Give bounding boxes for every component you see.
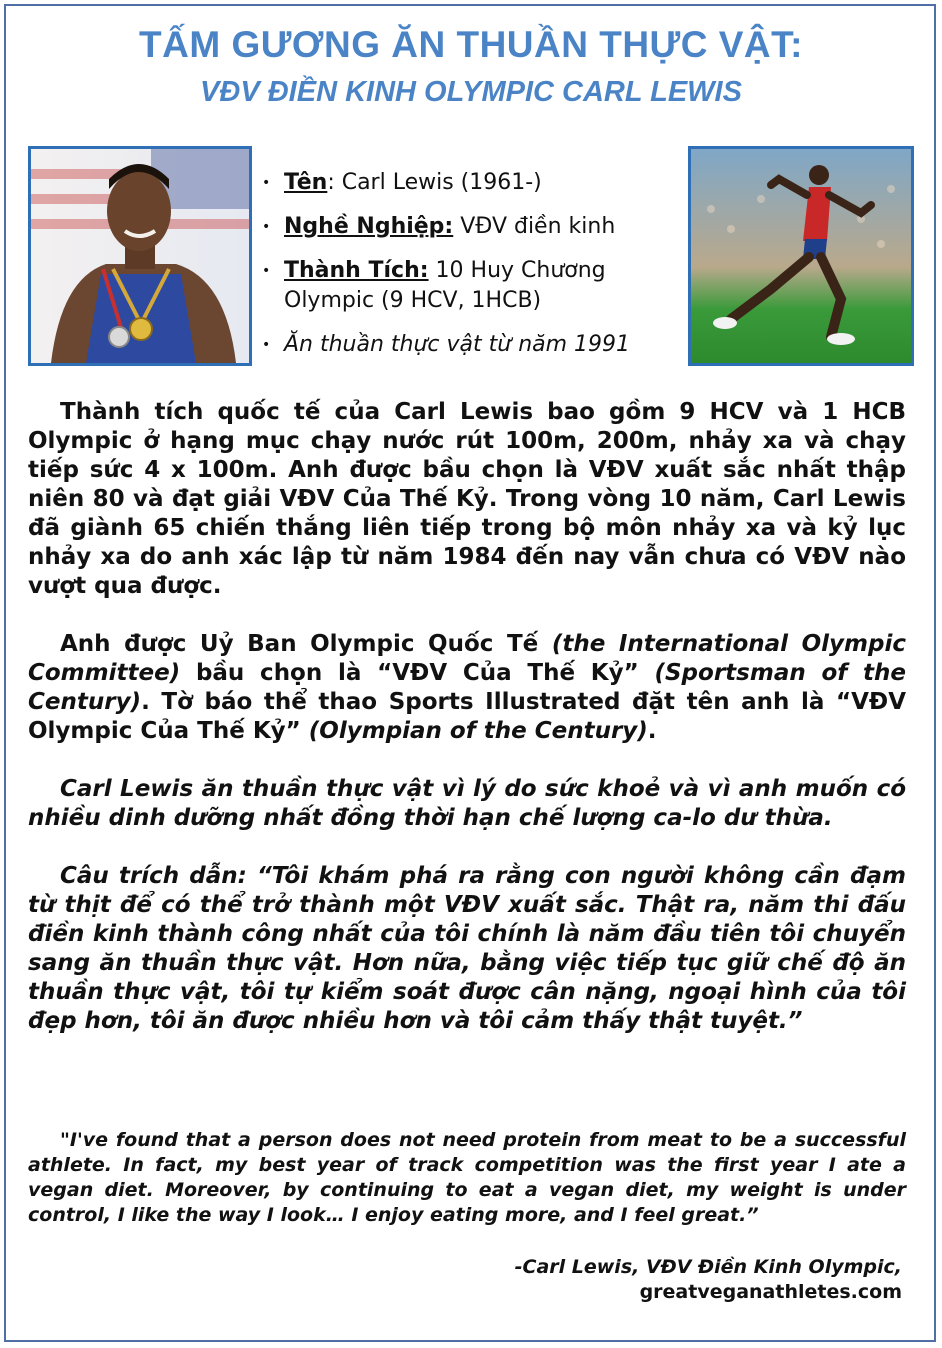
credit-author: -Carl Lewis, VĐV Điền Kinh Olympic, — [514, 1256, 902, 1278]
occupation-label: Nghề Nghiệp: — [284, 214, 454, 239]
occupation-value: VĐV điền kinh — [453, 214, 616, 239]
fact-achievement — [260, 256, 688, 316]
bullet-icon: • — [262, 263, 271, 279]
achievement-label: Thành Tích: — [284, 258, 429, 283]
paragraph-quote-vi: Câu trích dẫn: “Tôi khám phá ra rằng con người không cần đạm từ thịt để có thể trở thành một VĐV xuất sắc. Thật ra, năm thi đấu điền kinh thành công nhất của tôi chính là năm đầu tiên tôi chuyển sang ăn thuần thực vật. Hơn nữa, bằng việc tiếp tục giữ chế độ ăn thuần thực vật, tôi tự kiểm soát được cân nặng, ngoại hình của tôi đẹp hơn, tôi ăn được nhiều hơn và tôi cảm thấy thật tuyệt.” — [28, 863, 906, 1034]
page-subtitle: VĐV ĐIỀN KINH OLYMPIC CARL LEWIS — [200, 76, 742, 108]
quote-credit — [515, 1255, 902, 1305]
awards-text-5: . Tờ báo thể thao Sports Illustrated đặt tên anh là “VĐV Olympic Của Thế Kỷ” — [28, 689, 906, 744]
name-value: : Carl Lewis (1961-) — [327, 170, 542, 195]
achievement-value: 10 Huy Chương Olympic (9 HCV, 1HCB) — [284, 258, 606, 313]
awards-text-1: Anh được Uỷ Ban Olympic Quốc Tế — [60, 631, 552, 657]
bullet-icon: • — [262, 175, 271, 191]
fact-vegan-since — [260, 330, 688, 360]
athlete-facts — [260, 168, 688, 374]
fact-name — [260, 168, 688, 198]
awards-text-2: (the International Olympic Committee) — [28, 631, 906, 686]
article-body — [28, 398, 906, 1065]
bullet-icon: • — [262, 219, 271, 235]
running-photo — [688, 146, 914, 366]
page-title: TẤM GƯƠNG ĂN THUẦN THỰC VẬT: — [139, 24, 803, 65]
paragraph-awards — [28, 630, 906, 746]
awards-text-6: (Olympian of the Century) — [308, 718, 648, 744]
portrait-photo — [28, 146, 252, 366]
fact-occupation — [260, 212, 688, 242]
awards-text-4: (Sportsman of the Century) — [28, 660, 906, 715]
awards-text-3: bầu chọn là “VĐV Của Thế Kỷ” — [180, 660, 655, 686]
vegan-since-text: Ăn thuần thực vật từ năm 1991 — [284, 332, 631, 357]
paragraph-reason: Carl Lewis ăn thuần thực vật vì lý do sức khoẻ và vì anh muốn có nhiều dinh dưỡng nhất đồng thời hạn chế lượng ca-lo dư thừa. — [28, 776, 906, 831]
name-label: Tên — [284, 170, 328, 195]
awards-text-7: . — [647, 718, 657, 744]
english-quote: "I've found that a person does not need protein from meat to be a successful athlete. In fact, my best year of track competition was the first year I ate a vegan diet. Moreover, by continuing to eat a vegan diet, my weight is under control, I like the way I look… I enjoy eating more, and I feel great.” — [28, 1129, 906, 1226]
bullet-icon: • — [262, 337, 271, 353]
paragraph-achievements: Thành tích quốc tế của Carl Lewis bao gồm 9 HCV và 1 HCB Olympic ở hạng mục chạy nước rút 100m, 200m, nhảy xa và chạy tiếp sức 4 x 100m. Anh được bầu chọn là VĐV xuất sắc nhất thập niên 80 và đạt giải VĐV Của Thế Kỷ. Trong vòng 10 năm, Carl Lewis đã giành 65 chiến thắng liên tiếp trong bộ môn nhảy xa và kỷ lục nhảy xa do anh xác lập từ năm 1984 đến nay vẫn chưa có VĐV nào vượt qua được. — [28, 399, 906, 599]
credit-site: greatveganathletes.com — [639, 1281, 902, 1303]
